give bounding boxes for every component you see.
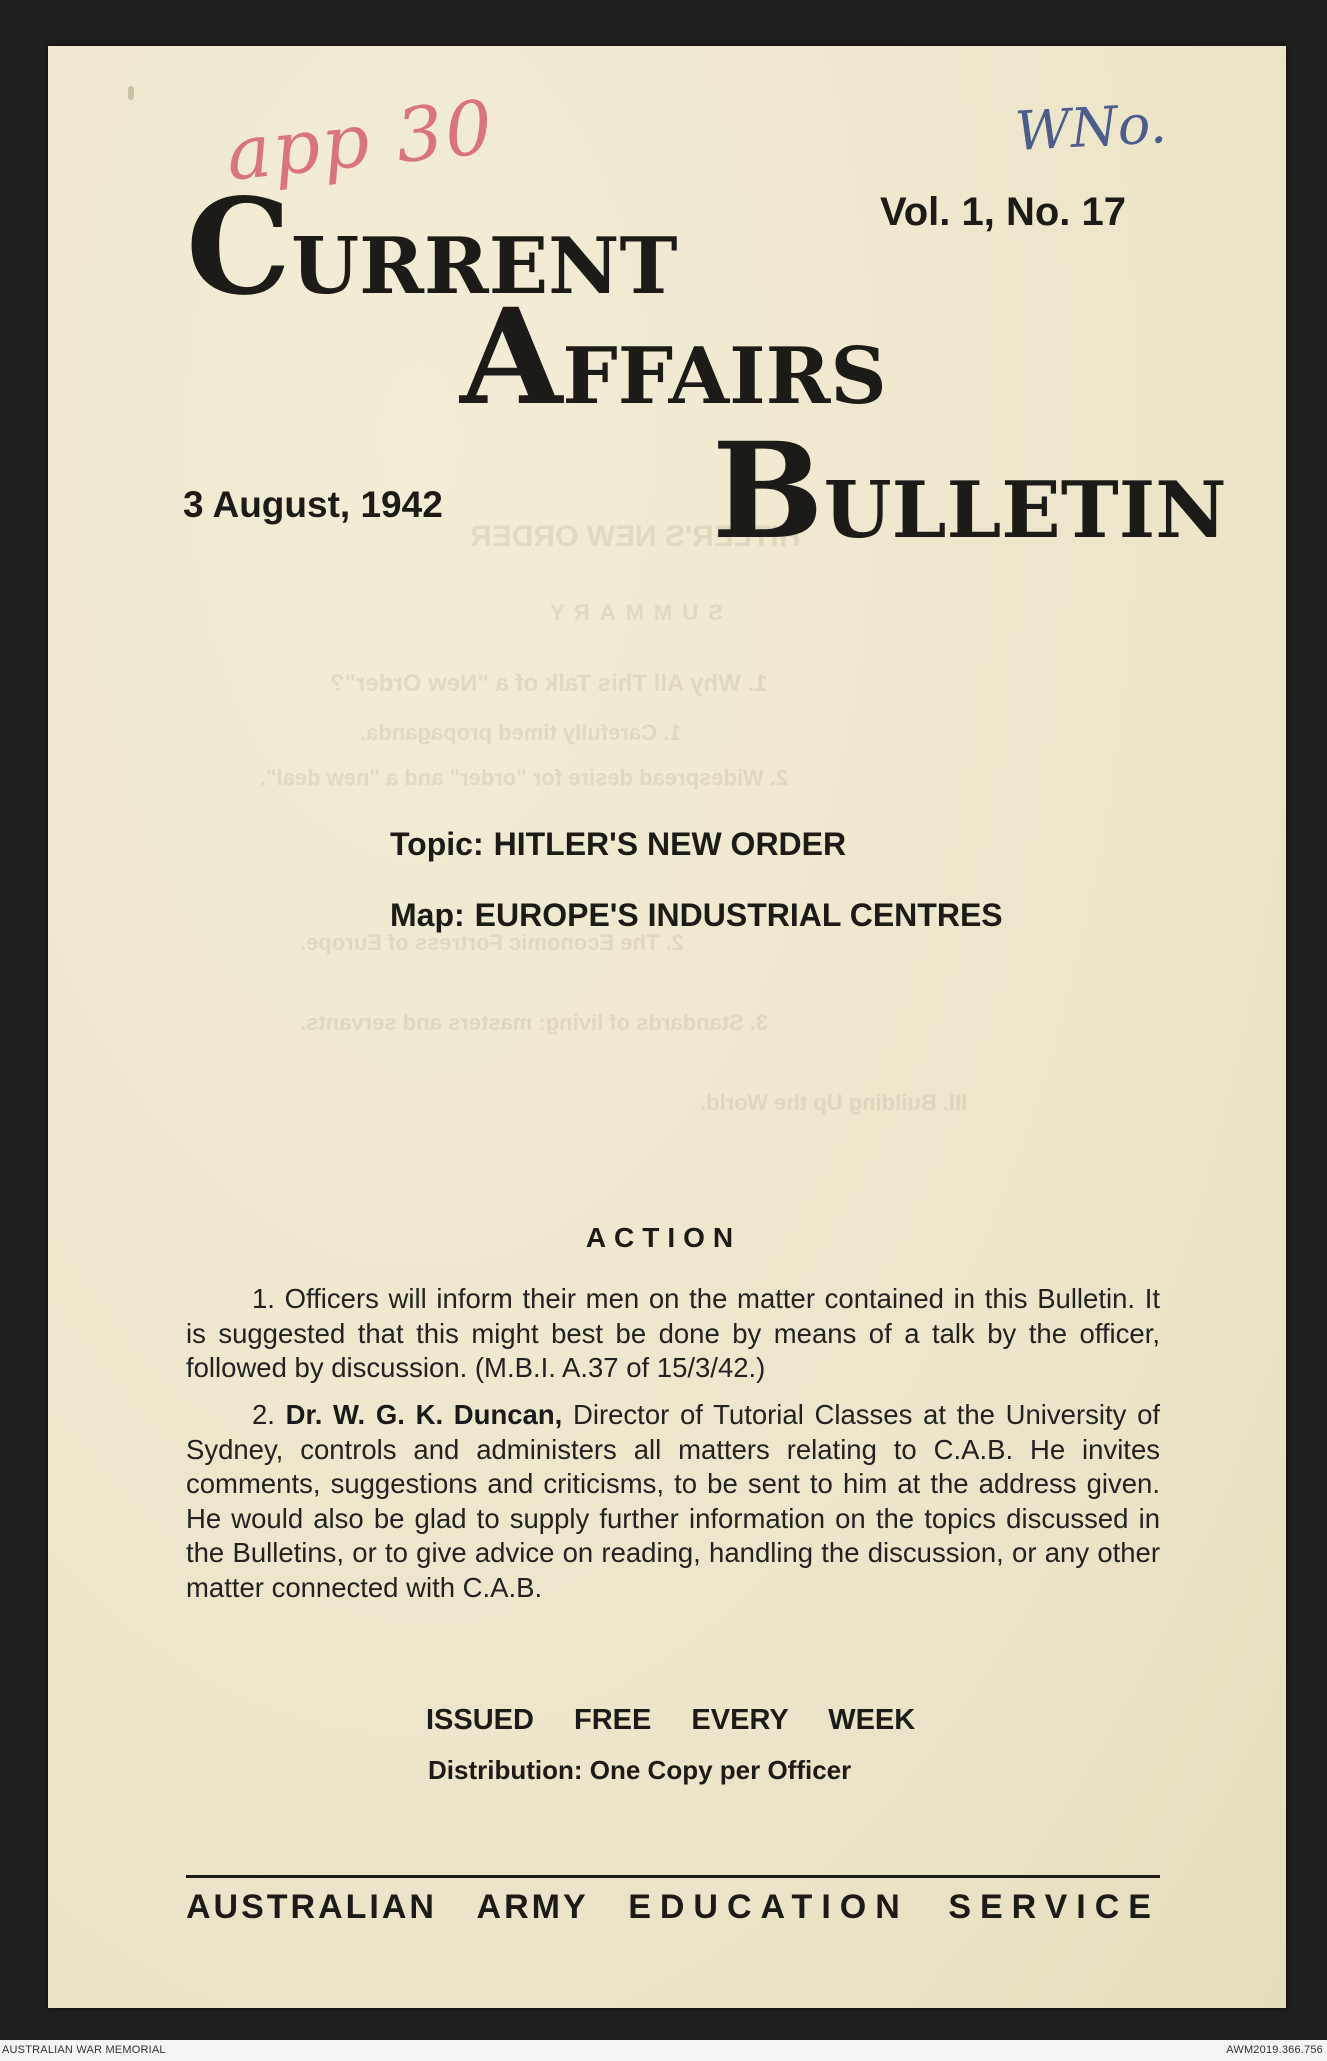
issued-free-notice: ISSUED FREE EVERY WEEK: [426, 1704, 916, 1736]
publisher-word: AUSTRALIAN: [186, 1888, 437, 1926]
map-label: Map:: [390, 897, 465, 933]
masthead-rest: FFAIRS: [562, 331, 887, 422]
footer-rule: [186, 1875, 1160, 1878]
action-paragraph-1: 1. Officers will inform their men on the matter contained in this Bulletin. It is suggested that this might best be done by means of a talk by the officer, followed by discussion. (M.B.I. A.37 of 15/3/42.): [186, 1283, 1160, 1383]
handwritten-reference-note: app 30: [222, 84, 499, 198]
show-through-text: 1. Carefully timed propaganda.: [360, 720, 682, 745]
show-through-text: 2. The Economic Fortress of Europe.: [300, 930, 684, 955]
issue-date: 3 August, 1942: [183, 484, 443, 525]
map-value: EUROPE'S INDUSTRIAL CENTRES: [474, 897, 1003, 933]
action-heading: ACTION: [585, 1222, 742, 1253]
show-through-text: SUMMARY: [540, 600, 723, 625]
publisher-word: SERVICE: [948, 1888, 1160, 1926]
show-through-text: 1. Why All This Talk of a "New Order"?: [330, 670, 768, 697]
action-paragraph-2: [186, 1398, 1160, 1605]
archive-credit: AUSTRALIAN WAR MEMORIAL: [2, 2044, 166, 2056]
show-through-text: III. Building Up the World.: [700, 1090, 968, 1115]
map-line: [390, 897, 1003, 934]
archive-id: AWM2019.366.756: [1226, 2044, 1323, 2056]
topic-value: HITLER'S NEW ORDER: [493, 826, 847, 862]
staple-mark: [128, 86, 134, 100]
para2-person-name: Dr. W. G. K. Duncan,: [285, 1399, 563, 1430]
handwritten-initials: WNo.: [1013, 92, 1169, 163]
para2-body: Director of Tutorial Classes at the University of Sydney, controls and administers all matters relating to C.A.B. He invites comments, suggestions and criticisms, to be sent to him at the address given. He would also be glad to supply further information on the topics discussed in the Bulletins, or to give advice on reading, handling the discussion, or any other matter connected with C.A.B.: [186, 1399, 1161, 1603]
masthead-initial: C: [186, 170, 292, 325]
publisher-line: [186, 1888, 1160, 1927]
masthead-rest: ULLETIN: [823, 465, 1227, 556]
show-through-text: HITLER'S NEW ORDER: [470, 520, 801, 553]
topic-label: Topic:: [390, 826, 484, 862]
masthead-initial: A: [460, 280, 563, 435]
show-through-text: 2. Widespread desire for "order" and a "new deal".: [260, 765, 789, 790]
masthead-line-bulletin: [712, 414, 1227, 569]
show-through-text: 3. Standards of living: masters and servants.: [300, 1010, 769, 1035]
volume-number: Vol. 1, No. 17: [880, 190, 1126, 234]
para2-number: 2.: [252, 1399, 275, 1430]
distribution-notice: Distribution: One Copy per Officer: [428, 1755, 852, 1785]
masthead-line-affairs: [460, 280, 887, 435]
archive-strip: [0, 2040, 1327, 2061]
publisher-word: ARMY: [476, 1888, 589, 1926]
masthead-rest: URRENT: [291, 221, 678, 312]
publisher-word: EDUCATION: [628, 1888, 909, 1926]
masthead-initial: B: [712, 414, 824, 569]
topic-line: [390, 826, 846, 863]
